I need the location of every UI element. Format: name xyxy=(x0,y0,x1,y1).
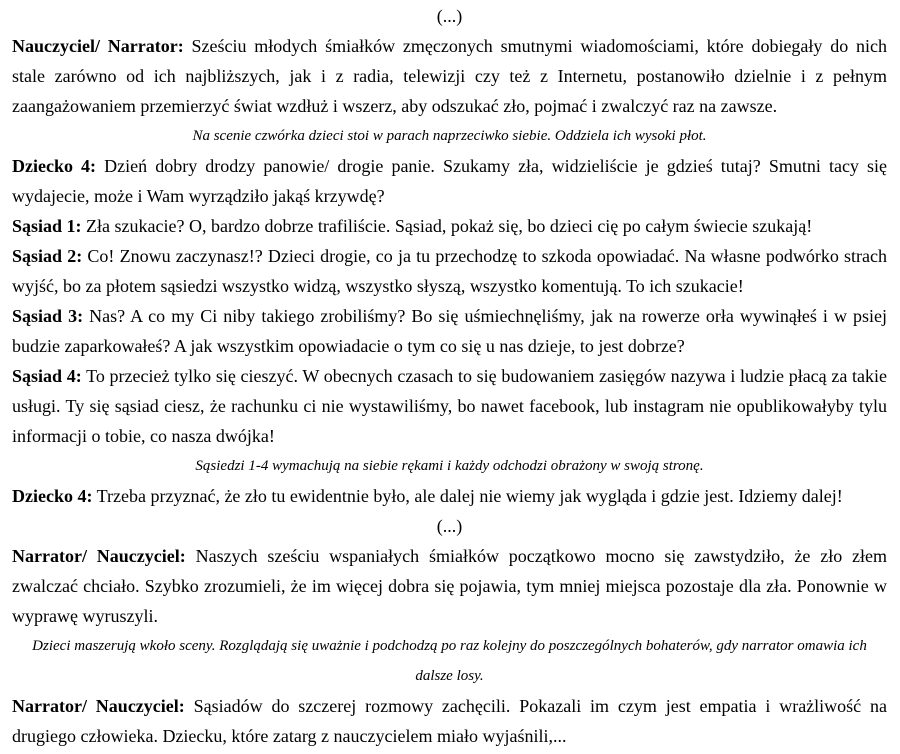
stage-direction: Sąsiedzi 1-4 wymachują na siebie rękami i każdy odchodzi obrażony w swoją stronę. xyxy=(195,458,704,474)
dialogue-paragraph xyxy=(12,541,887,631)
ellipsis-marker: (...) xyxy=(436,516,463,536)
dialogue-text: Co! Znowu zaczynasz!? Dzieci drogie, co ja tu przechodzę to szkoda opowiadać. Na własne podwórko strach wyjść, bo za płotem sąsiedzi wszystko widzą, wszystko słyszą, wszystko komentują. To ich szukacie! xyxy=(12,246,888,296)
speaker-label: Narrator/ Nauczyciel: xyxy=(12,696,185,716)
speaker-label: Nauczyciel/ Narrator: xyxy=(12,36,184,56)
stage-direction: Na scenie czwórka dzieci stoi w parach naprzeciwko siebie. Oddziela ich wysoki płot. xyxy=(192,128,707,144)
dialogue-paragraph xyxy=(12,31,887,121)
dialogue-text: Zła szukacie? O, bardzo dobrze trafiliście. Sąsiad, pokaż się, bo dzieci cię po całym świecie szukają! xyxy=(86,216,813,236)
dialogue-paragraph xyxy=(12,241,887,301)
dialogue-paragraph xyxy=(12,151,887,211)
speaker-label: Sąsiad 2: xyxy=(12,246,83,266)
speaker-label: Narrator/ Nauczyciel: xyxy=(12,546,186,566)
speaker-label: Sąsiad 3: xyxy=(12,306,84,326)
dialogue-text: Nas? A co my Ci niby takiego zrobiliśmy? Bo się uśmiechnęliśmy, jak na rowerze orła wywinąłeś i w psiej budzie zaparkowałeś? A jak wszystkim opowiadacie o tym co się u nas dzieje, to jest dobrze? xyxy=(12,306,887,356)
dialogue-text: To przecież tylko się cieszyć. W obecnych czasach to się budowaniem zasięgów nazywa i ludzie płacą za takie usługi. Ty się sąsiad ciesz, że rachunku ci nie wystawiliśmy, bo nawet facebook, lub instagram nie opublikowałyby tylu informacji o tobie, co nasza dwójka! xyxy=(12,366,887,446)
speaker-label: Sąsiad 4: xyxy=(12,366,82,386)
dialogue-text: Trzeba przyznać, że zło tu ewidentnie było, ale dalej nie wiemy jak wygląda i gdzie jest. Idziemy dalej! xyxy=(96,486,843,506)
dialogue-text: Naszych sześciu wspaniałych śmiałków początkowo mocno się zawstydziło, że zło złem zwalczać chciało. Szybko zrozumieli, że im więcej dobra się pojawia, tym mniej miejsca pozostaje dla zła. Ponownie w wyprawę wyruszyli. xyxy=(12,546,888,626)
dialogue-paragraph xyxy=(12,361,887,451)
dialogue-paragraph xyxy=(12,211,887,241)
ellipsis-marker: (...) xyxy=(436,6,463,26)
speaker-label: Dziecko 4: xyxy=(12,486,93,506)
dialogue-text: Sześciu młodych śmiałków zmęczonych smutnymi wiadomościami, które dobiegały do nich stale zarówno od ich najbliższych, jak i z radia, telewizji czy też z Internetu, postanowiło dzielnie i z pełnym zaangażowaniem przemierzyć świat wzdłuż i wszerz, aby odszukać zło, pojmać i zwalczyć raz na zawsze. xyxy=(12,36,887,116)
dialogue-paragraph xyxy=(12,301,887,361)
speaker-label: Sąsiad 1: xyxy=(12,216,82,236)
speaker-label: Dziecko 4: xyxy=(12,156,97,176)
dialogue-paragraph xyxy=(12,691,887,751)
dialogue-text: Dzień dobry drodzy panowie/ drogie panie. Szukamy zła, widzieliście je gdzieś tutaj? Smutni tacy się wydajecie, może i Wam wyrządziło jakąś krzywdę? xyxy=(12,156,887,206)
dialogue-text: Sąsiadów do szczerej rozmowy zachęcili. Pokazali im czym jest empatia i wrażliwość na drugiego człowieka. Dziecku, które zatarg z nauczycielem miało wyjaśnili,... xyxy=(12,696,887,746)
stage-direction: Dzieci maszerują wkoło sceny. Rozglądają się uważnie i podchodzą po raz kolejny do poszczególnych bohaterów, gdy narrator omawia ich dalsze losy. xyxy=(32,638,867,684)
dialogue-paragraph xyxy=(12,481,887,511)
